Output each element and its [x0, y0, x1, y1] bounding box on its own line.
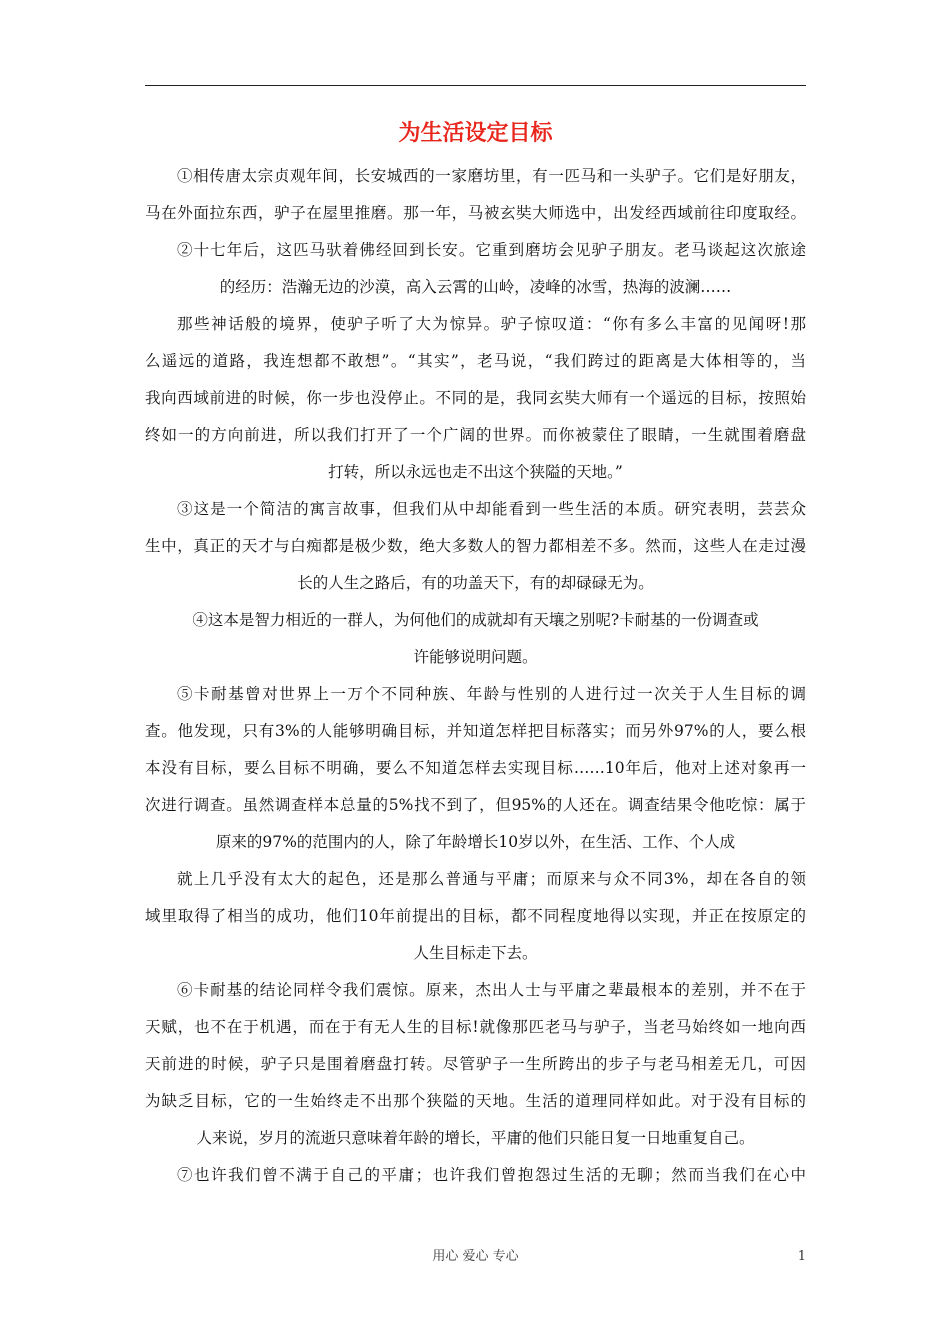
body-line-21: 域里取得了相当的成功，他们10年前提出的目标，都不同程度地得以实现，并正在按原定的	[145, 907, 806, 925]
body-line-13: ④这本是智力相近的一群人，为何他们的成就却有天壤之别呢?卡耐基的一份调查或	[192, 611, 759, 629]
document-body	[145, 158, 806, 1194]
body-line-14: 许能够说明问题。	[413, 648, 538, 666]
body-line-20: 就上几乎没有太大的起色，还是那么普通与平庸；而原来与众不同3%，却在各自的领	[177, 870, 806, 888]
body-line-6: 么遥远的道路，我连想都不敢想”。“其实”，老马说，“我们跨过的距离是大体相等的，当	[145, 352, 806, 370]
body-line-22: 人生目标走下去。	[413, 944, 538, 962]
body-line-27: 人来说，岁月的流逝只意味着年龄的增长，平庸的他们只能日复一日地重复自己。	[196, 1129, 755, 1147]
body-line-28: ⑦也许我们曾不满于自己的平庸；也许我们曾抱怨过生活的无聊；然而当我们在心中	[177, 1166, 806, 1184]
page-number: 1	[797, 1249, 806, 1264]
body-line-23: ⑥卡耐基的结论同样令我们震惊。原来，杰出人士与平庸之辈最根本的差别，并不在于	[177, 981, 806, 999]
body-line-12: 长的人生之路后，有的功盖天下，有的却碌碌无为。	[297, 574, 654, 592]
body-line-10: ③这是一个简洁的寓言故事，但我们从中却能看到一些生活的本质。研究表明，芸芸众	[177, 500, 806, 518]
document-title: 为生活设定目标	[398, 121, 553, 146]
footer-motto: 用心 爱心 专心	[432, 1249, 519, 1264]
body-line-4: 的经历：浩瀚无边的沙漠，高入云霄的山岭，凌峰的冰雪，热海的波澜……	[219, 278, 732, 296]
body-line-25: 天前进的时候，驴子只是围着磨盘打转。尽管驴子一生所跨出的步子与老马相差无几，可因	[145, 1055, 806, 1073]
body-line-2: 马在外面拉东西，驴子在屋里推磨。那一年，马被玄奘大师选中，出发经西域前往印度取经。	[145, 204, 806, 222]
body-line-9: 打转，所以永远也走不出这个狭隘的天地。”	[328, 463, 623, 481]
body-line-5: 那些神话般的境界，使驴子听了大为惊异。驴子惊叹道：“你有多么丰富的见闻呀!那	[177, 315, 806, 333]
body-line-15: ⑤卡耐基曾对世界上一万个不同种族、年龄与性别的人进行过一次关于人生目标的调	[177, 685, 806, 703]
body-line-3: ②十七年后，这匹马驮着佛经回到长安。它重到磨坊会见驴子朋友。老马谈起这次旅途	[177, 241, 806, 259]
body-line-26: 为缺乏目标，它的一生始终走不出那个狭隘的天地。生活的道理同样如此。对于没有目标的	[145, 1092, 806, 1110]
body-line-24: 天赋，也不在于机遇，而在于有无人生的目标!就像那匹老马与驴子，当老马始终如一地向西	[145, 1018, 806, 1036]
body-line-8: 终如一的方向前进，所以我们打开了一个广阔的世界。而你被蒙住了眼睛，一生就围着磨盘	[145, 426, 806, 444]
body-line-18: 次进行调查。虽然调查样本总量的5%找不到了，但95%的人还在。调查结果令他吃惊：属于	[145, 796, 806, 814]
body-line-1: ①相传唐太宗贞观年间，长安城西的一家磨坊里，有一匹马和一头驴子。它们是好朋友，	[177, 167, 806, 185]
body-line-17: 本没有目标，要么目标不明确，要么不知道怎样去实现目标……10年后，他对上述对象再一	[145, 759, 806, 777]
header-rule	[145, 85, 806, 86]
body-line-19: 原来的97%的范围内的人，除了年龄增长10岁以外，在生活、工作、个人成	[215, 833, 736, 851]
body-line-11: 生中，真正的天才与白痴都是极少数，绝大多数人的智力都相差不多。然而，这些人在走过漫	[145, 537, 806, 555]
body-line-16: 查。他发现，只有3%的人能够明确目标，并知道怎样把目标落实；而另外97%的人，要么根	[145, 722, 806, 740]
body-line-7: 我向西域前进的时候，你一步也没停止。不同的是，我同玄奘大师有一个遥远的目标，按照始	[145, 389, 806, 407]
